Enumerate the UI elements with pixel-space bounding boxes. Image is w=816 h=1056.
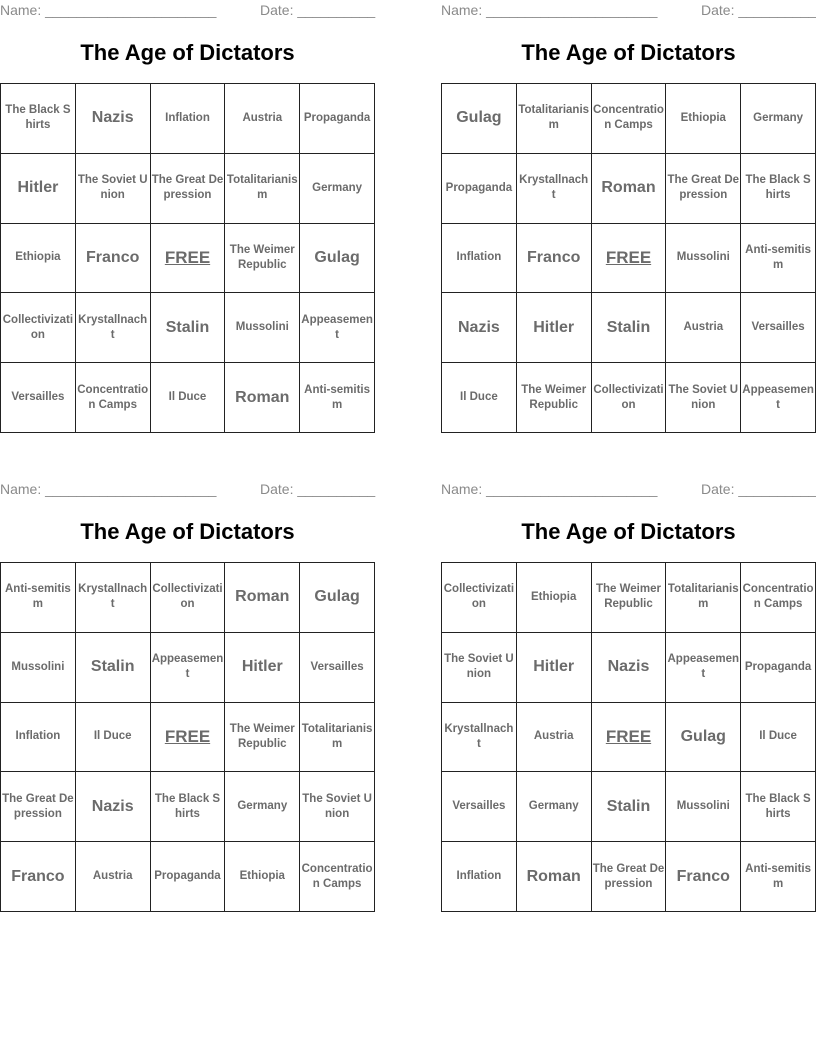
bingo-grid bbox=[0, 562, 375, 912]
name-date-row bbox=[441, 481, 816, 499]
bingo-cell: Nazis bbox=[442, 293, 517, 363]
bingo-cell: The Soviet Union bbox=[442, 633, 517, 703]
bingo-cell: Germany bbox=[741, 84, 816, 154]
bingo-cell: The Soviet Union bbox=[666, 363, 741, 433]
name-field-label: Name: ______________________ bbox=[441, 2, 658, 18]
bingo-cell: Inflation bbox=[442, 224, 517, 294]
free-space-cell: FREE bbox=[592, 224, 667, 294]
bingo-grid bbox=[0, 83, 375, 433]
bingo-cell: The Weimer Republic bbox=[225, 703, 300, 773]
bingo-cell: Il Duce bbox=[442, 363, 517, 433]
bingo-cell: The Soviet Union bbox=[76, 154, 151, 224]
bingo-cell: Mussolini bbox=[666, 772, 741, 842]
name-date-row bbox=[441, 2, 816, 20]
bingo-cell: Stalin bbox=[592, 772, 667, 842]
card-title: The Age of Dictators bbox=[521, 519, 736, 544]
bingo-cell: Concentration Camps bbox=[76, 363, 151, 433]
bingo-grid bbox=[441, 562, 816, 912]
free-space-cell: FREE bbox=[151, 224, 226, 294]
bingo-cell: Versailles bbox=[1, 363, 76, 433]
bingo-cell: Il Duce bbox=[76, 703, 151, 773]
bingo-cell: Collectivization bbox=[592, 363, 667, 433]
bingo-cell: The Black Shirts bbox=[151, 772, 226, 842]
bingo-cell: Propaganda bbox=[300, 84, 375, 154]
bingo-cell: Appeasement bbox=[666, 633, 741, 703]
name-field-label: Name: ______________________ bbox=[441, 481, 658, 497]
bingo-cell: Austria bbox=[76, 842, 151, 912]
name-date-row bbox=[0, 481, 375, 499]
bingo-cell: The Soviet Union bbox=[300, 772, 375, 842]
bingo-cell: Krystallnacht bbox=[76, 563, 151, 633]
bingo-cell: Propaganda bbox=[151, 842, 226, 912]
bingo-cell: Stalin bbox=[151, 293, 226, 363]
bingo-cell: Totalitarianism bbox=[225, 154, 300, 224]
bingo-cell: Anti-semitism bbox=[300, 363, 375, 433]
name-field-label: Name: ______________________ bbox=[0, 2, 217, 18]
bingo-cell: Ethiopia bbox=[666, 84, 741, 154]
bingo-card bbox=[0, 0, 375, 435]
bingo-cell: Appeasement bbox=[300, 293, 375, 363]
bingo-cell: Propaganda bbox=[741, 633, 816, 703]
bingo-cell: Versailles bbox=[741, 293, 816, 363]
bingo-cell: Franco bbox=[1, 842, 76, 912]
bingo-cell: Roman bbox=[592, 154, 667, 224]
bingo-cell: Propaganda bbox=[442, 154, 517, 224]
bingo-cell: Roman bbox=[225, 363, 300, 433]
bingo-cell: Gulag bbox=[300, 224, 375, 294]
bingo-cell: The Great Depression bbox=[1, 772, 76, 842]
bingo-card bbox=[441, 0, 816, 435]
bingo-cell: Nazis bbox=[76, 84, 151, 154]
bingo-cell: Stalin bbox=[592, 293, 667, 363]
bingo-card bbox=[0, 479, 375, 914]
name-date-row bbox=[0, 2, 375, 20]
bingo-cell: Inflation bbox=[1, 703, 76, 773]
bingo-cell: Mussolini bbox=[1, 633, 76, 703]
bingo-cell: Mussolini bbox=[225, 293, 300, 363]
bingo-cell: Krystallnacht bbox=[76, 293, 151, 363]
bingo-cell: Appeasement bbox=[741, 363, 816, 433]
bingo-cell: Collectivization bbox=[151, 563, 226, 633]
bingo-cell: Concentration Camps bbox=[741, 563, 816, 633]
bingo-cell: The Great Depression bbox=[592, 842, 667, 912]
bingo-cell: Anti-semitism bbox=[1, 563, 76, 633]
bingo-cell: Appeasement bbox=[151, 633, 226, 703]
bingo-cell: Krystallnacht bbox=[442, 703, 517, 773]
bingo-cell: Ethiopia bbox=[1, 224, 76, 294]
bingo-cell: Germany bbox=[225, 772, 300, 842]
bingo-cell: Roman bbox=[517, 842, 592, 912]
bingo-cell: Inflation bbox=[151, 84, 226, 154]
bingo-cell: The Black Shirts bbox=[1, 84, 76, 154]
bingo-cell: Nazis bbox=[592, 633, 667, 703]
bingo-cell: The Great Depression bbox=[151, 154, 226, 224]
bingo-cell: Versailles bbox=[442, 772, 517, 842]
card-title: The Age of Dictators bbox=[80, 40, 295, 65]
bingo-cell: Inflation bbox=[442, 842, 517, 912]
bingo-cell: Hitler bbox=[517, 633, 592, 703]
bingo-cell: Germany bbox=[300, 154, 375, 224]
bingo-cell: Anti-semitism bbox=[741, 224, 816, 294]
bingo-cell: Mussolini bbox=[666, 224, 741, 294]
bingo-cell: Concentration Camps bbox=[300, 842, 375, 912]
bingo-cell: Hitler bbox=[1, 154, 76, 224]
bingo-cell: The Weimer Republic bbox=[517, 363, 592, 433]
bingo-cell: Austria bbox=[517, 703, 592, 773]
bingo-cell: Il Duce bbox=[741, 703, 816, 773]
bingo-cell: Collectivization bbox=[442, 563, 517, 633]
bingo-cell: Franco bbox=[517, 224, 592, 294]
date-field-label: Date: __________ bbox=[701, 481, 816, 497]
bingo-cell: Gulag bbox=[442, 84, 517, 154]
bingo-cell: Austria bbox=[225, 84, 300, 154]
bingo-card bbox=[441, 479, 816, 914]
name-field-label: Name: ______________________ bbox=[0, 481, 217, 497]
bingo-cell: Totalitarianism bbox=[300, 703, 375, 773]
bingo-grid bbox=[441, 83, 816, 433]
bingo-cell: Ethiopia bbox=[225, 842, 300, 912]
bingo-cell: The Black Shirts bbox=[741, 154, 816, 224]
bingo-cell: Hitler bbox=[225, 633, 300, 703]
bingo-cell: The Weimer Republic bbox=[592, 563, 667, 633]
bingo-cell: The Weimer Republic bbox=[225, 224, 300, 294]
bingo-cell: Nazis bbox=[76, 772, 151, 842]
bingo-cell: Il Duce bbox=[151, 363, 226, 433]
free-space-cell: FREE bbox=[592, 703, 667, 773]
bingo-cell: Krystallnacht bbox=[517, 154, 592, 224]
card-title: The Age of Dictators bbox=[80, 519, 295, 544]
bingo-cell: Franco bbox=[666, 842, 741, 912]
bingo-cell: Franco bbox=[76, 224, 151, 294]
bingo-cell: Concentration Camps bbox=[592, 84, 667, 154]
card-title: The Age of Dictators bbox=[521, 40, 736, 65]
bingo-cell: The Black Shirts bbox=[741, 772, 816, 842]
bingo-cell: Versailles bbox=[300, 633, 375, 703]
bingo-cell: Totalitarianism bbox=[666, 563, 741, 633]
bingo-cell: Totalitarianism bbox=[517, 84, 592, 154]
bingo-cell: Austria bbox=[666, 293, 741, 363]
free-space-cell: FREE bbox=[151, 703, 226, 773]
date-field-label: Date: __________ bbox=[260, 2, 376, 18]
bingo-cell: Stalin bbox=[76, 633, 151, 703]
bingo-cell: Germany bbox=[517, 772, 592, 842]
bingo-cell: Gulag bbox=[666, 703, 741, 773]
bingo-cell: The Great Depression bbox=[666, 154, 741, 224]
bingo-cell: Gulag bbox=[300, 563, 375, 633]
bingo-cell: Collectivization bbox=[1, 293, 76, 363]
bingo-cell: Hitler bbox=[517, 293, 592, 363]
date-field-label: Date: __________ bbox=[701, 2, 816, 18]
bingo-cell: Ethiopia bbox=[517, 563, 592, 633]
bingo-cell: Anti-semitism bbox=[741, 842, 816, 912]
date-field-label: Date: __________ bbox=[260, 481, 376, 497]
bingo-cell: Roman bbox=[225, 563, 300, 633]
